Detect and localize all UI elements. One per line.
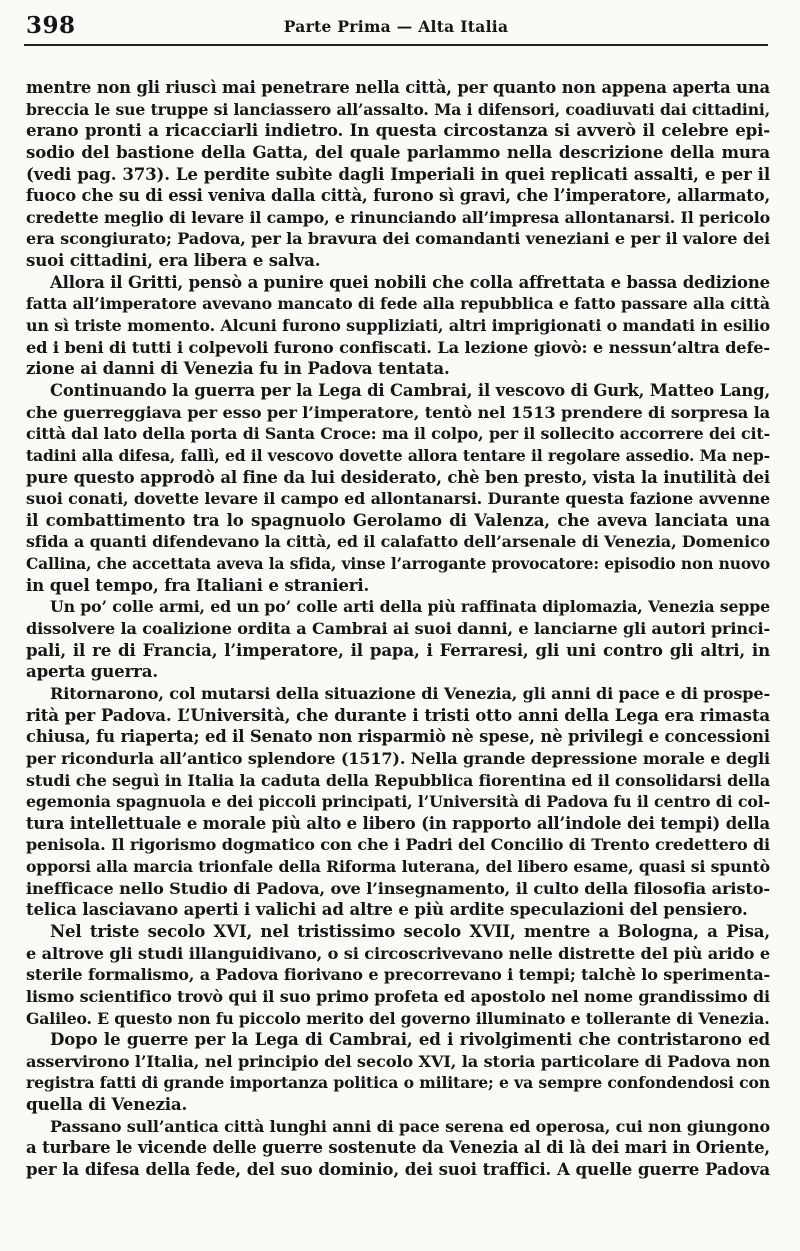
text-line: sfida a quanti difendevano la città, ed il calafatto dell’arsenale di Venezia, Domenico (26, 532, 770, 552)
text-line: asservirono l’Italia, nel principio del secolo XVI, la storia particolare di Padova non (26, 1051, 770, 1071)
text-line: opporsi alla marcia trionfale della Riforma luterana, del libero esame, quasi si spuntò (26, 857, 770, 877)
paragraph (26, 596, 770, 683)
text-line: che guerreggiava per esso per l’imperatore, tentò nel 1513 prendere di sorpresa la (26, 402, 770, 422)
text-line: lismo scientifico trovò qui il suo primo profeta ed apostolo nel nome grandissimo di (26, 986, 770, 1006)
text-line: in quel tempo, fra Italiani e stranieri. (26, 574, 370, 595)
text-line: era scongiurato; Padova, per la bravura dei comandanti veneziani e per il valore dei (26, 229, 770, 249)
paragraph (26, 380, 770, 596)
text-line: pali, il re di Francia, l’imperatore, il papa, i Ferraresi, gli uni contro gli altri, in (26, 639, 770, 660)
text-line: a turbare le vicende delle guerre sostenute da Venezia al di là dei mari in Oriente, (26, 1138, 770, 1158)
paragraph (26, 77, 770, 272)
paragraph (26, 1029, 770, 1116)
text-line: Passano sull’antica città lunghi anni di pace serena ed operosa, cui non giungono (50, 1116, 770, 1136)
text-line: Dopo le guerre per la Lega di Cambrai, ed i rivolgimenti che contristarono ed (50, 1029, 770, 1050)
text-line: un sì triste momento. Alcuni furono suppliziati, altri imprigionati o mandati in esilio (26, 316, 770, 336)
text-line: erano pronti a ricacciarli indietro. In questa circostanza si avverò il celebre epi- (26, 120, 770, 141)
body-text (26, 77, 770, 1181)
text-line: Callina, che accettata aveva la sfida, vinse l’arrogante provocatore: episodio non nuovo (26, 554, 770, 574)
text-line: chiusa, fu riaperta; ed il Senato non risparmiò nè spese, nè privilegi e concessioni (26, 727, 770, 747)
text-line: pure questo approdò al fine da lui desiderato, chè ben presto, vista la inutilità dei (26, 467, 770, 487)
text-line: sterile formalismo, a Padova fiorivano e precorrevano i tempi; talchè lo sperimenta- (26, 965, 770, 985)
text-line: per ricondurla all’antico splendore (1517). Nella grande depressione morale e degli (26, 748, 770, 768)
text-line: egemonia spagnuola e dei piccoli principati, l’Università di Padova fu il centro di col- (26, 792, 770, 812)
text-line: il combattimento tra lo spagnuolo Gerolamo di Valenza, che aveva lanciata una (26, 509, 770, 530)
text-line: Nel triste secolo XVI, nel tristissimo secolo XVII, mentre a Bologna, a Pisa, (50, 920, 770, 941)
paragraph (26, 683, 770, 921)
text-line: Ritornarono, col mutarsi della situazione di Venezia, gli anni di pace e di prospe- (50, 683, 770, 703)
text-line: Un po’ colle armi, ed un po’ colle arti della più raffinata diplomazia, Venezia seppe (50, 597, 770, 617)
text-line: tura intellettuale e morale più alto e libero (in rapporto all’indole dei tempi) della (26, 813, 770, 833)
text-line: città dal lato della porta di Santa Croce: ma il colpo, per il sollecito accorrere dei cit- (26, 424, 770, 444)
text-line: e altrove gli studi illanguidivano, o si circoscrivevano nelle distrette del più arido e (26, 943, 770, 963)
text-line: fuoco che su di essi veniva dalla città, furono sì gravi, che l’imperatore, allarmato, (26, 186, 770, 206)
text-line: Continuando la guerra per la Lega di Cambrai, il vescovo di Gurk, Matteo Lang, (50, 380, 770, 400)
text-line: rità per Padova. L’Università, che durante i tristi otto anni della Lega era rimasta (26, 704, 770, 725)
text-line: credette meglio di levare il campo, e rinunciando all’impresa allontanarsi. Il pericolo (26, 207, 770, 227)
paragraph (26, 272, 770, 380)
text-line: Allora il Gritti, pensò a punire quei nobili che colla affrettata e bassa dedizione (50, 272, 770, 292)
text-line: mentre non gli riuscì mai penetrare nella città, per quanto non appena aperta una (26, 78, 770, 97)
text-line: suoi cittadini, era libera e salva. (26, 250, 321, 271)
text-line: quella di Venezia. (26, 1094, 188, 1115)
text-line: dissolvere la coalizione ordita a Cambrai ai suoi danni, e lanciarne gli autori princi- (26, 619, 770, 639)
text-line: breccia le sue truppe si lanciassero all’assalto. Ma i difensori, coadiuvati dai cittadini, (26, 99, 770, 119)
text-line: (vedi pag. 373). Le perdite subìte dagli Imperiali in quei replicati assalti, e per il (26, 163, 770, 184)
text-line: telica lasciavano aperti i valichi ad altre e più ardite speculazioni del pensiero. (26, 899, 748, 920)
text-line: suoi conati, dovette levare il campo ed allontanarsi. Durante questa fazione avvenne (26, 489, 770, 509)
text-line: sodio del bastione della Gatta, del quale parlammo nella descrizione della mura (26, 141, 770, 162)
text-line: inefficace nello Studio di Padova, ove l’insegnamento, il culto della filosofia aristo- (26, 878, 770, 898)
text-line: registra fatti di grande importanza politica o militare; e va sempre confondendosi con (26, 1073, 770, 1093)
paragraph (26, 1116, 770, 1181)
text-line: penisola. Il rigorismo dogmatico con che i Padri del Concilio di Trento credettero di (26, 835, 770, 855)
text-line: per la difesa della fede, del suo dominio, dei suoi traffici. A quelle guerre Padova (26, 1159, 770, 1180)
text-line: tadini alla difesa, fallì, ed il vescovo dovette allora tentare il regolare assedio. Ma nep- (26, 445, 770, 465)
text-line: aperta guerra. (26, 661, 158, 682)
text-line: fatta all’imperatore avevano mancato di fede alla repubblica e fatto passare alla città (26, 294, 770, 314)
running-title: Parte Prima — Alta Italia (283, 17, 509, 36)
text-line: zione ai danni di Venezia fu in Padova tentata. (26, 358, 450, 379)
page-header (24, 10, 768, 46)
page-number: 398 (26, 12, 76, 39)
text-line: studi che seguì in Italia la caduta della Repubblica fiorentina ed il consolidarsi della (26, 770, 770, 790)
text-line: Galileo. E questo non fu piccolo merito del governo illuminato e tollerante di Venezia. (26, 1008, 770, 1028)
paragraph (26, 921, 770, 1029)
text-line: ed i beni di tutti i colpevoli furono confiscati. La lezione giovò: e nessun’altra defe- (26, 337, 770, 357)
